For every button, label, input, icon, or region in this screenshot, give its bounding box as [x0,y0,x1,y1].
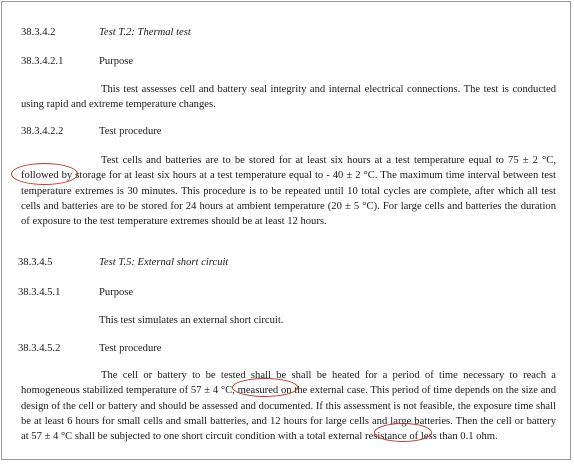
subsection-title: Purpose [99,56,134,67]
section-number: 38.3.4.2 [21,27,56,38]
section-title: Test T.5: External short circuit [99,257,229,268]
section-number: 38.3.4.5 [18,257,53,268]
procedure-paragraph: Test cells and batteries are to be stored for at least six hours at a test temperature equal to 75 ± 2 °C, followed by storage for at least six hours at a test temperature equal to - 40 ± 2 °C. The maximum time interval between test temperature extremes is 30 minutes. This procedure is to be repeated until 10 total cycles are complete, after which all test cells and batteries are to be stored for 24 hours at ambient temperature (20 ± 5 °C). For large cells and batteries the duration of exposure to the test temperature extremes should be at least 12 hours. [21,155,556,228]
highlight-oval [374,423,432,442]
subsection-title: Test procedure [99,126,162,137]
subsection-number: 38.3.4.2.1 [21,56,64,67]
purpose-paragraph: This test assesses cell and battery seal integrity and internal electrical connections. The test is conducted using rapid and extreme temperature changes. [21,84,556,111]
subsection-number: 38.3.4.5.1 [18,287,61,298]
document-page [1,1,571,460]
highlight-oval [232,378,298,397]
subsection-number: 38.3.4.2.2 [21,126,64,137]
subsection-title: Test procedure [99,343,162,354]
section-title: Test T.2: Thermal test [99,27,191,38]
purpose-paragraph: This test simulates an external short circuit. [99,315,284,326]
procedure-paragraph: The cell or battery to be tested shall be shall be heated for a period of time necessary to reach a homogeneous stabilized temperature of 57 ± 4 °C, measured on the external case. This period of time depends on the size and design of the cell or battery and should be assessed and documented. If this assessment is not feasible, the exposure time shall be at least 6 hours for small cells and small batteries, and 12 hours for large cells and large batteries. Then the cell or battery at 57 ± 4 °C shall be subjected to one short circuit condition with a total external resistance of less than 0.1 ohm. [21,370,556,443]
highlight-oval [11,163,78,185]
subsection-number: 38.3.4.5.2 [18,343,61,354]
subsection-title: Purpose [99,287,134,298]
